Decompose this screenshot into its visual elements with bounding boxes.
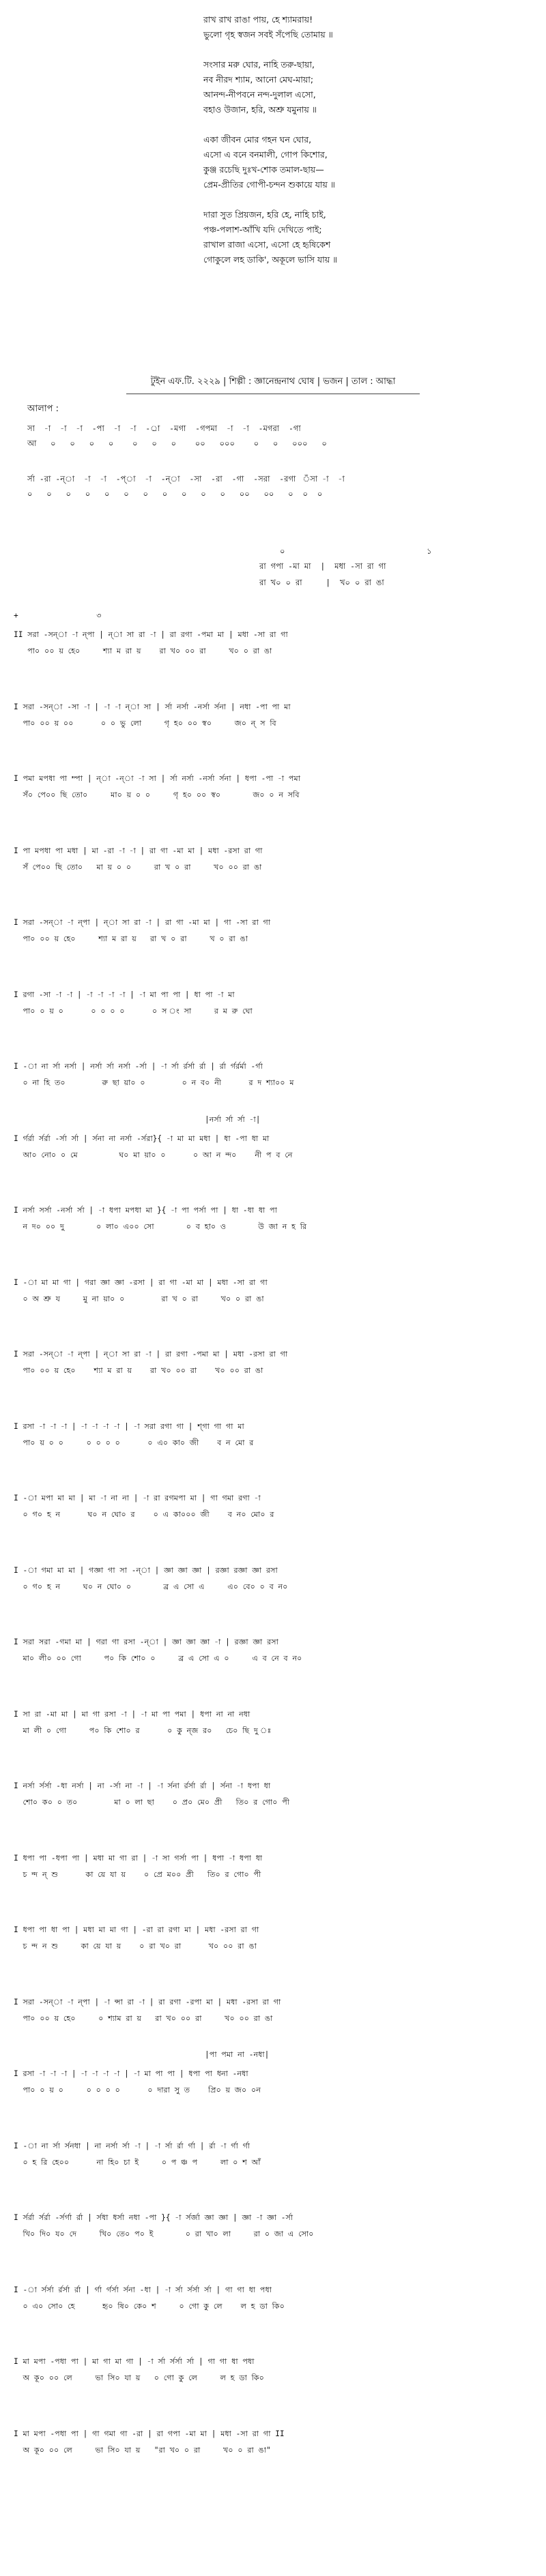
lyric-syllable-line: ০ গ০ হ ন ঘ০ ন ঘো০ র ০ এ কা০০০ জী ব ন০ মো০ র xyxy=(14,1510,274,1519)
swara-line: I রসা -া -া -া | -া -া -া -া | -া মা পা পা | ধপা পা ধনা -নধা xyxy=(14,2069,248,2078)
lyrics-stanza-1 xyxy=(203,12,490,42)
notation-annotation: |নর্সা র্সা র্সা -া| xyxy=(205,1114,261,1124)
lyric-syllable-line: চ ন্দ ন শু কা য়ে যা য় ০ রা খ০ রা খ০ ০০ রা ঙা xyxy=(14,1942,257,1951)
lyric-syllable-line: ০ এ০ সো০ হে হৃ০ ষি০ কে০ শ ০ গো কু লে ল হ ডা কি০ xyxy=(14,2301,285,2311)
record-header-text: টুইন এফ.টি. ২২২৯ | শিল্পী : জ্ঞানেন্দ্রনাথ ঘোষ | ভজন | তাল : আদ্ধা xyxy=(150,376,396,387)
swara-line: I ধপা পা -ধপা পা | মধা মা গা রা | -া সা গর্সা পা | ধপা -া ধপা ধা xyxy=(14,1853,263,1863)
lyric-syllable-line: অ কূ০ ০০ লে ভা সি০ যা য় ০ গো কু লে ল হ ডা কি০ xyxy=(14,2373,264,2382)
swara-line: I মা মপা -পধা পা | মা গা মা গা | -া র্সা র্সর্সা র্সা | গা গা ধা পধা xyxy=(14,2357,255,2366)
lyrics-line: রাখ রাখ রাঙা পায়, হে শ্যামরায়! xyxy=(203,14,313,25)
swara-line: I মা মপা -পধা পা | গা গমা গা -রা | রা গপা -মা মা | মধা -সা রা গা II xyxy=(14,2429,285,2438)
alaap-notation-line: সা -া -া -া -পা -া -া -র্া -মগা -গপমা -া -া -মগরা -গা xyxy=(27,424,301,433)
lyric-syllable-line: পা০ ০ য় ০ ০ ০ ০ ০ ০ স ং সা র ম রু ঘো xyxy=(14,1006,253,1016)
lyrics-line: ভুলো গৃহ স্বজন সবই সঁপেছি তোমায় ॥ xyxy=(203,29,333,40)
alaap-notation-line: ৰ্সা -রা -ন্া -া -া -প্া -া -ন্া -সা -রা -গা -সরা -রগা ঁসা -া -া xyxy=(27,474,345,484)
lyrics-line: নব নীরদ শ্যাম, আনো মেঘ-মায়া; xyxy=(203,74,314,85)
swara-line: I সরা -সন্া -া ন্পা | ন্া সা রা -া | রা গা -মা মা | গা -সা রা গা xyxy=(14,918,271,927)
swara-line: I রগা -সা -া -া | -া -া -া -া | -া মা পা পা | ধা পা -া মা xyxy=(14,990,235,999)
lyric-syllable-line: শো০ ক০ ০ ত০ মা ০ লা ছা ০ প্র০ মে০ প্রী তি০ র গো০ পী xyxy=(14,1798,290,1807)
swara-line: I রসা -া -া -া | -া -া -া -া | -া সরা রগা গা | শ্গা গা গা মা xyxy=(14,1421,244,1431)
lyrics-line: সংসার মরু ঘোর, নাহি তরু-ছায়া, xyxy=(203,59,315,70)
swara-line: I নর্সা সর্সা -নর্সা র্সা | -া ধপা মপধা মা }{ -া পা পর্সা পা | ধা -ধা ধা পা xyxy=(14,1206,277,1215)
swara-line: II সরা -সন্া -া ন্পা | ন্া সা রা -া | রা রগা -পমা মা | মধা -সা রা গা xyxy=(14,630,288,639)
notation-annotation: |পা পমা না -নধা| xyxy=(205,2050,270,2059)
swara-line: I নর্সা র্সর্সা -ধা নর্সা | না -র্সা না -া | -া র্সনা র্রর্সা র্রা | র্সনা -া ধপা ধা xyxy=(14,1781,271,1790)
lyric-syllable-line: ০ গ০ হ ন ঘ০ ন ঘো০ ০ ব্র এ সো এ এ০ বে০ ০ ব ন০ xyxy=(14,1582,288,1591)
swara-line: I -া র্সর্সা র্রর্সা র্রা | র্গা র্গর্সা র্সনা -ধা | -া র্সা র্সর্সা র্সা | গা গা ধা পধা xyxy=(14,2285,272,2294)
lyric-syllable-line: ন দ০ ০০ দু ০ লা০ এ০০ সো ০ ব হা০ ও উ জা ন হ রি xyxy=(14,1222,307,1231)
lyrics-line: দারা সুত প্রিয়জন, হরি হে, নাহি চাই, xyxy=(203,209,326,220)
swara-line: I -া মপা মা মা | মা -া না না | -া রা রগমপা মা | গা গমা রগা -া xyxy=(14,1494,261,1502)
lyric-syllable-line: ০ অ শ্রু য মু না য়া০ ০ রা খ ০ রা খ০ ০ রা ঙা xyxy=(14,1294,264,1303)
lyric-syllable-line: পা০ ০০ য় হে০ ০ শ্যাম রা য় রা খ০ ০০ রা খ০ ০০ রা ঙা xyxy=(14,2013,273,2023)
alaap-syllable-line: ০ ০ ০ ০ ০ ০ ০ ০ ০ ০ ০ ০০ ০০ ০ ০ ০ xyxy=(27,489,323,499)
lyrics-line: গোকুলে লহ ডাকি', অকূলে ভাসি যায় ॥ xyxy=(203,254,338,265)
swara-line: I র্সর্রা র্সর্রা -র্সর্গা র্রা | র্সধা ধর্সা নধা -পা }{ -া র্সর্জা জ্ঞা জ্ঞা | জ্ঞা -া জ্ঞা -র্সা xyxy=(14,2213,293,2222)
lyric-syllable-line: ০ হ রি হে০০ না হি০ চা ই ০ প ঞ্চ প লা ০ শ আঁ xyxy=(14,2157,261,2167)
lyrics-line: এসো এ বনে বনমালী, গোপ কিশোর, xyxy=(203,149,328,160)
swara-line: I সরা সরা -গমা মা | গরা গা রসা -ন্া | জ্ঞা জ্ঞা জ্ঞা -া | রজ্ঞা জ্ঞা রসা xyxy=(14,1638,278,1646)
swara-line: I -া না র্সা নর্সা | নর্সা র্সা নর্সা -র্সা | -া র্সা র্রর্সা র্রা | র্রা র্গর্রর্মা -র্গা xyxy=(14,1062,263,1071)
intro-notation: রা গপা -মা মা | মধা -সা রা গা xyxy=(259,561,386,571)
lyric-syllable-line: পা০ ০০ য় হে০ শ্যা ম রা য় রা খ০ ০০ রা খ০ ০ রা ঙা xyxy=(14,647,272,655)
lyric-syllable-line: পা০ ০০ য় হে০ শ্যা ম রা য় রা খ০ ০০ রা খ০ ০০ রা ঙা xyxy=(14,1366,263,1375)
lyrics-line: বহাও উজান, হরি, অশ্রু যমুনায় ॥ xyxy=(203,104,317,115)
lyrics-line: একা জীবন মোর গহন ঘন ঘোর, xyxy=(203,134,312,145)
lyric-syllable-line: চ ন্দ ন্ শু কা য়ে যা য় ০ প্রে ম০০ প্রী তি০ র গো০ পী xyxy=(14,1869,261,1879)
notation-annotation: + ৩ xyxy=(14,611,102,620)
swara-line: I -া না র্সা র্সনধা | না নর্সা র্সা -া | -া র্সা র্রা র্গা | র্রা -া র্গা র্গা xyxy=(14,2141,250,2150)
lyric-syllable-line: পা০ ০ য় ০ ০ ০ ০ ০ ০ দারা সু ত প্রি০ য় জ০ ০ন xyxy=(14,2086,261,2094)
swara-line: I -া গমা মা মা | গজ্ঞা গা সা -ন্া | জ্ঞা জ্ঞা জ্ঞা | রজ্ঞা রজ্ঞা জ্ঞা রসা xyxy=(14,1565,278,1575)
lyrics-stanza-2 xyxy=(203,57,490,117)
swara-line: I পমা মপধা পা ম্পা | ন্া -ন্া -া সা | র্সা নর্সা -নর্সা র্সনা | ধপা -পা -া পমা xyxy=(14,774,300,783)
beat-markers: ০ ১ xyxy=(280,546,432,556)
swara-line: I র্গর্রা র্সর্রা -র্সা র্সা | র্সনা না নর্সা -র্সরা}{ -া মা মা মধা | ধা -পা ধা মা xyxy=(14,1134,270,1143)
alaap-syllable-line: আ ০ ০ ০ ০ ০ ০ ০ ০০ ০০০ ০ ০ ০০০ ০ xyxy=(27,439,327,448)
lyric-syllable-line: অ কূ০ ০০ লে ভা সি০ যা য় "রা খ০ ০ রা খ০ ০ রা ঙা" xyxy=(14,2445,271,2455)
swara-line: I -া মা মা গা | গরা জ্ঞা জ্ঞা -রসা | রা গা -মা মা | মধা -সা রা গা xyxy=(14,1277,268,1287)
swara-line: I সরা -সন্া -া ন্পা | -া ন্সা রা -া | রা রগা -রপা মা | মধা -রসা রা গা xyxy=(14,1997,281,2007)
lyric-syllable-line: আ০ নো০ ০ মে ঘ০ মা য়া০ ০ ০ আ ন ন্দ০ নী প ব নে xyxy=(14,1150,293,1159)
lyric-syllable-line: ০ না হি ত০ রু ছা য়া০ ০ ০ ন ব০ নী র দ শ্যা০০ ম xyxy=(14,1078,294,1087)
lyric-syllable-line: পা০ ০০ য় ০০ ০ ০ ভু লো গৃ হ০ ০০ স্ব০ জ০ ন্ স বি xyxy=(14,718,276,728)
song-lyrics xyxy=(203,12,490,282)
lyrics-line: কুঞ্জ রচেছি দুঃখ-শোক তমাল-ছায়— xyxy=(203,164,324,175)
lyric-syllable-line: পা০ য় ০ ০ ০ ০ ০ ০ ০ এ০ কা০ জী ব ন মো র xyxy=(14,1438,254,1447)
alaap-title: আলাপ : xyxy=(27,404,59,414)
lyric-syllable-line: পা০ ০০ য় হে০ শ্যা ম রা য় রা খ ০ রা খ ০ রা ঙা xyxy=(14,934,248,943)
alaap-section xyxy=(27,402,532,501)
lyric-syllable-line: মা লী ০ গো প০ কি শো০ র ০ কু ন্জ র০ চে০ ছি দু ঃ xyxy=(14,1726,272,1735)
lyrics-stanza-3 xyxy=(203,132,490,192)
record-header xyxy=(0,375,546,394)
alaap-spacer xyxy=(27,451,532,471)
swara-line: I ধপা পা ধা পা | মধা মা মা গা | -রা রা রগা মা | মধা -রসা রা গা xyxy=(14,1925,259,1934)
lyrics-line: পঞ্চ-পলাশ-আঁখি যদি দেখিতে পাই; xyxy=(203,224,322,235)
swara-line: I সা রা -মা মা | মা গা রসা -া | -া মা পা পমা | ধপা না না নধা xyxy=(14,1709,250,1719)
lyric-syllable-line: খি০ দি০ য০ দে খি০ তে০ প০ ই ০ রা খা০ লা রা ০ জা এ সো০ xyxy=(14,2230,314,2238)
lyric-syllable-line: মা০ লী০ ০০ গো প০ কি শো০ ০ ব্র এ সো এ ০ এ ব নে ব ন০ xyxy=(14,1654,302,1663)
lyric-syllable-line: সঁ পে০০ ছি তো০ মা য় ০ ০ রা খ ০ রা খ০ ০০ রা ঙা xyxy=(14,862,262,872)
lyrics-stanza-4 xyxy=(203,207,490,267)
lyrics-line: আনন্দ-নীপবনে নন্দ-দুলাল এসো, xyxy=(203,89,316,100)
lyrics-line: প্রেম-প্রীতির গোপী-চন্দন শুকায়ে যায় ॥ xyxy=(203,179,335,190)
swara-line: I সরা -সন্া -সা -া | -া -া ন্া সা | র্সা নর্সা -নর্সা র্সনা | নধা -পা পা মা xyxy=(14,702,291,711)
lyrics-line: রাখাল রাজা এসো, এসো হে হৃষিকেশ xyxy=(203,239,331,250)
lyric-syllable-line: সঁ০ পে০০ ছি তো০ মা০ য় ০ ০ গৃ হ০ ০০ স্ব০ জ০ ০ ন সবি xyxy=(14,790,300,799)
swara-line: I পা মপধা পা মধা | মা -রা -া -া | রা গা -মা মা | মধা -রসা রা গা xyxy=(14,846,263,855)
intro-syllables: রা খ০ ০ রা | খ০ ০ রা ঙা xyxy=(259,578,384,587)
swara-line: I সরা -সন্া -া ন্পা | ন্া সা রা -া | রা রগা -পমা মা | মধা -রসা রা গা xyxy=(14,1350,288,1359)
